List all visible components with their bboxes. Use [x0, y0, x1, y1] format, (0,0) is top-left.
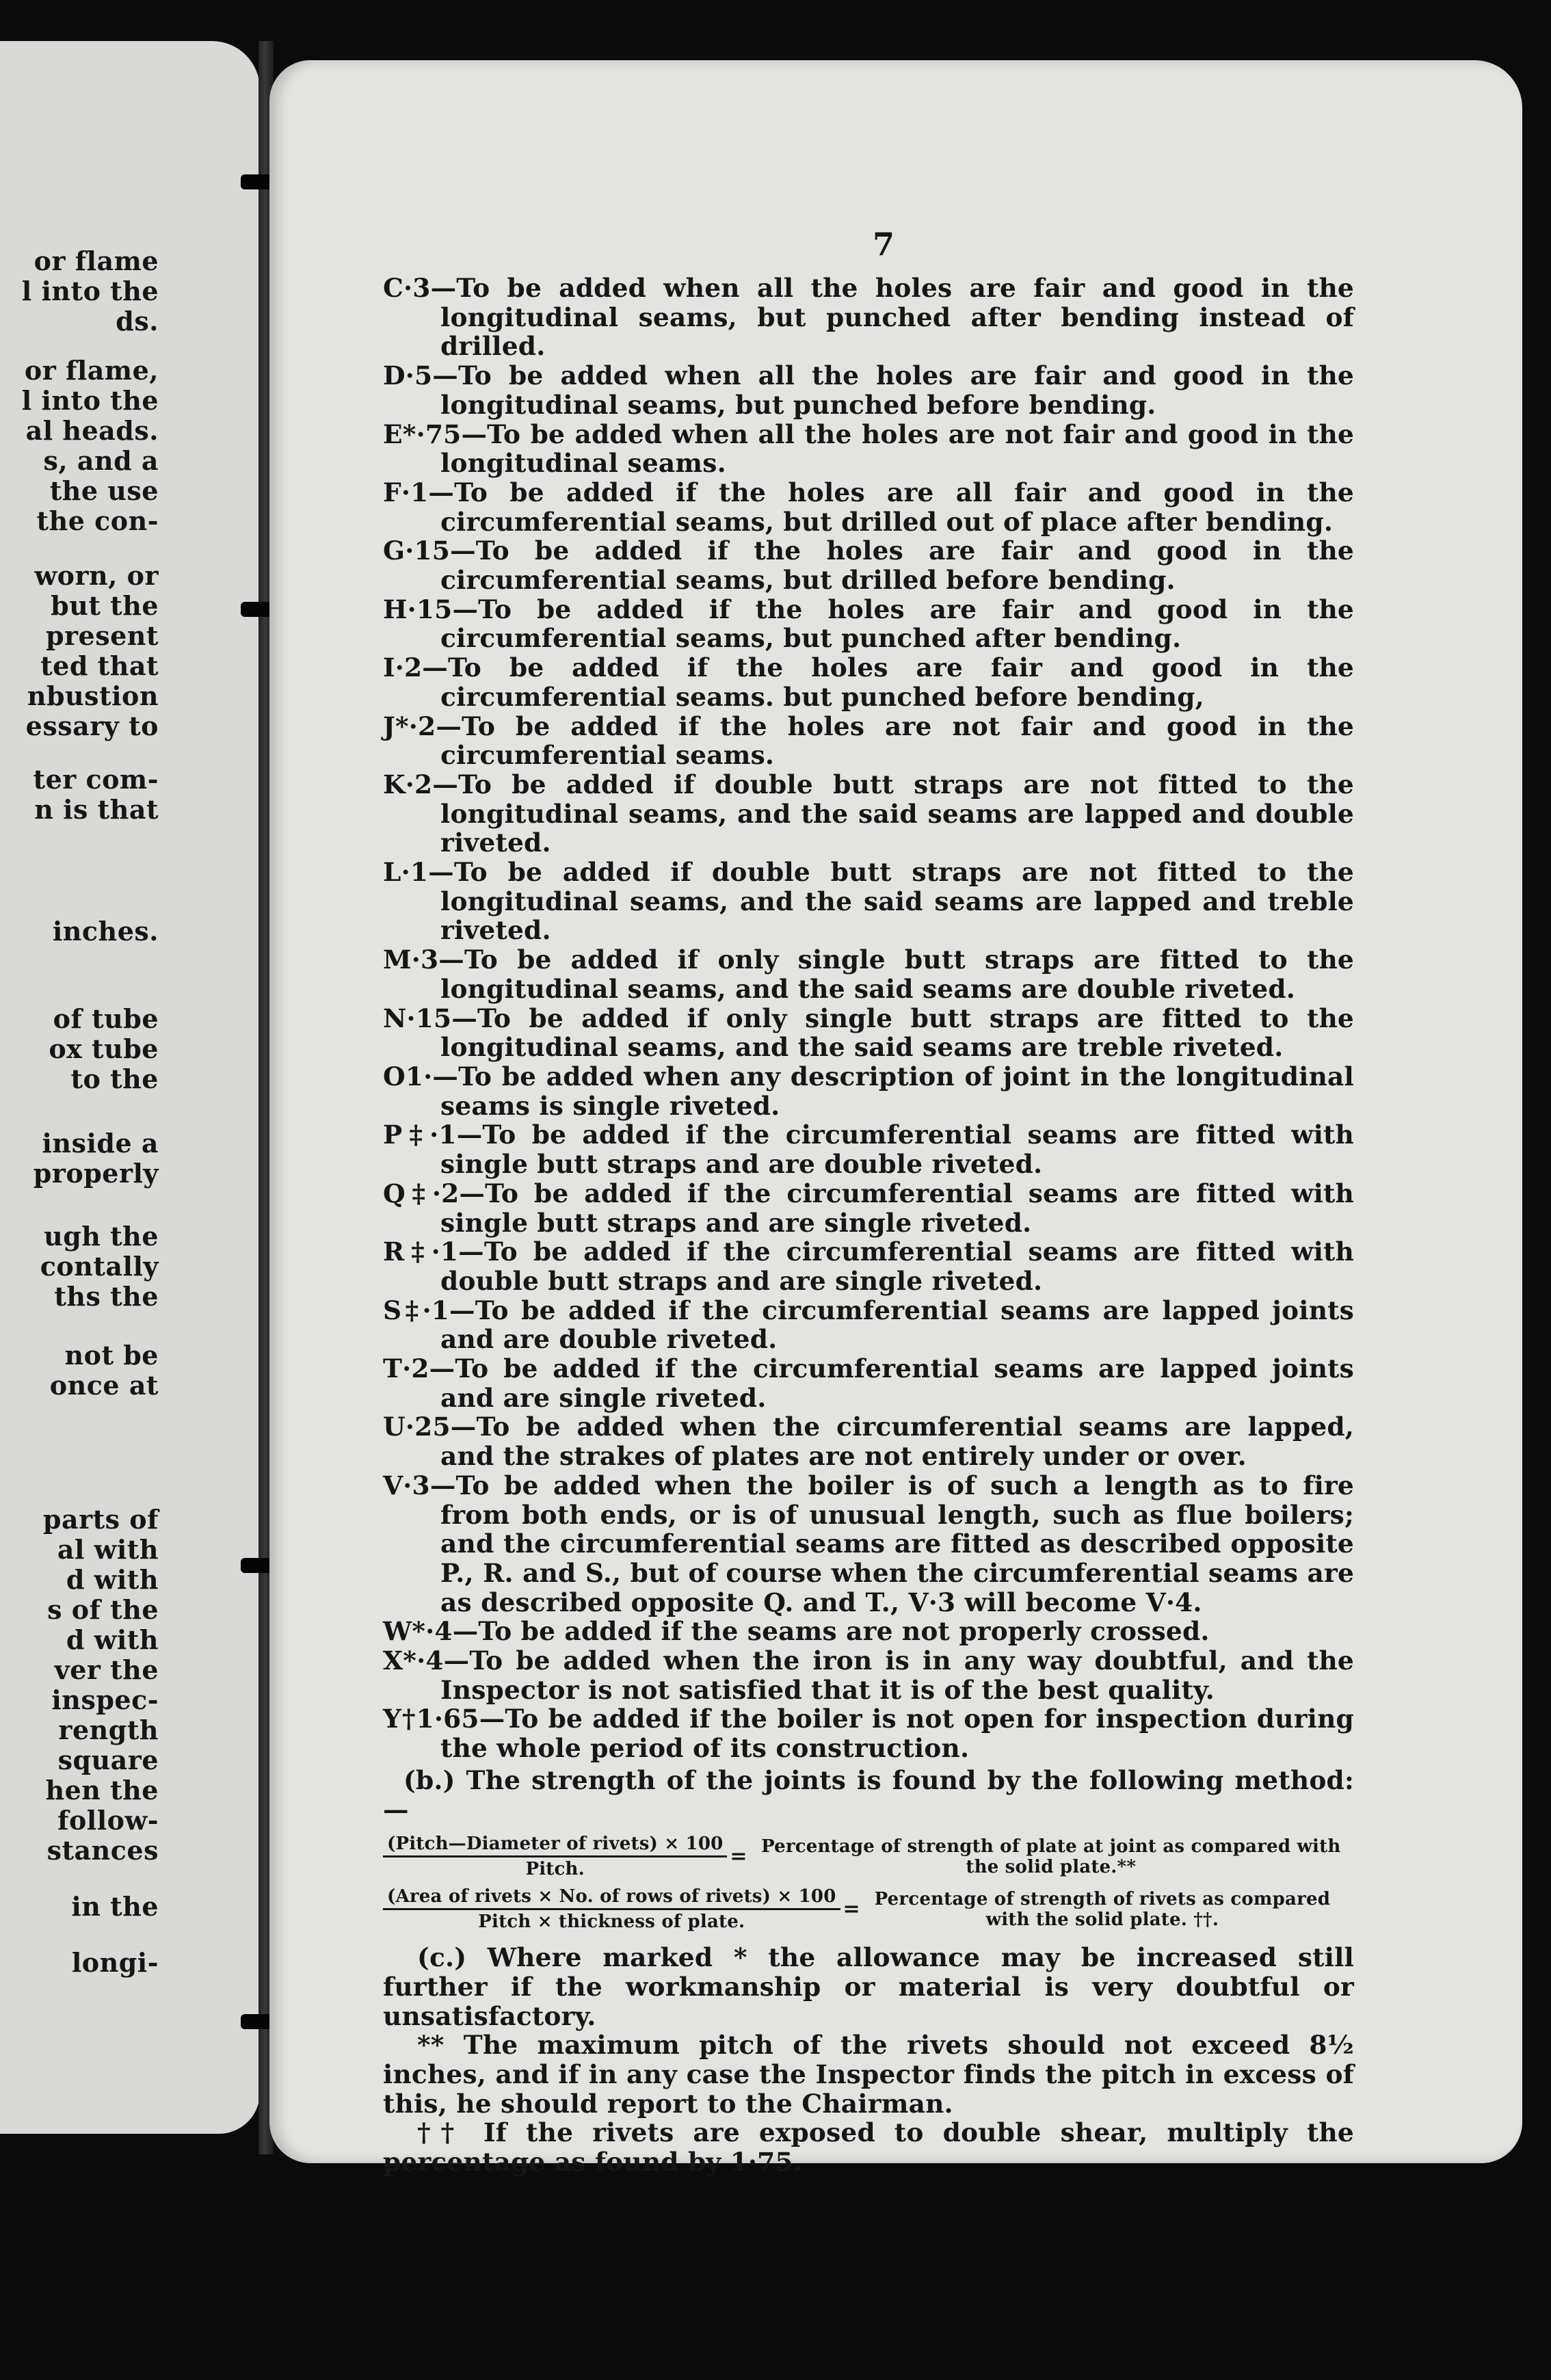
- facing-page-text-fragment: l into the: [21, 276, 159, 306]
- facing-page-text-fragment: inside a: [42, 1128, 159, 1159]
- page-number: 7: [873, 226, 895, 263]
- allowance-code: R‡·1: [383, 1237, 459, 1267]
- allowance-code: K·2: [383, 769, 433, 799]
- denominator: Pitch × thickness of plate.: [478, 1912, 745, 1933]
- allowance-text: —To be added if the circumferential seams are lapped joints and are double riveted.: [440, 1295, 1354, 1355]
- equals-sign: =: [843, 1896, 860, 1921]
- facing-page-text-fragment: parts of: [42, 1504, 159, 1535]
- facing-page-text-fragment: longi-: [71, 1947, 159, 1978]
- allowance-item: [383, 1471, 1354, 1617]
- allowance-item: [383, 653, 1354, 711]
- facing-page-text-fragment: essary to: [25, 711, 159, 741]
- facing-page-text-fragment: n is that: [34, 794, 159, 825]
- facing-page-text-fragment: ox tube: [49, 1033, 159, 1064]
- allowance-code: J*·2: [383, 711, 436, 741]
- facing-page-text-fragment: the con-: [36, 505, 159, 536]
- facing-page-text-fragment: l into the: [21, 385, 159, 416]
- allowance-text: —To be added if only single butt straps are fitted to the longitudinal seams, and the said seams are double riveted.: [438, 944, 1354, 1004]
- facing-page-text-fragment: ths the: [54, 1281, 159, 1312]
- allowance-text: —To be added if the circumferential seams are fitted with single butt straps and are single riveted.: [440, 1178, 1355, 1238]
- allowance-item: [383, 1179, 1354, 1237]
- allowance-item: [383, 536, 1354, 594]
- note-paragraph: †† If the rivets are exposed to double shear, multiply the percentage as found by 1·75.: [383, 2117, 1354, 2178]
- allowance-text: —To be added when the iron is in any way doubtful, and the Inspector is not satisfied that it is of the best quality.: [440, 1645, 1354, 1705]
- allowance-text: —To be added if the circumferential seams are fitted with double butt straps and are single riveted.: [440, 1237, 1354, 1296]
- facing-page-text-fragment: worn, or: [34, 560, 159, 591]
- allowance-item: [383, 858, 1354, 945]
- allowance-code: M·3: [383, 944, 439, 975]
- allowance-code: I·2: [383, 652, 423, 683]
- allowance-text: —To be added when all the holes are fair and good in the longitudinal seams, but punched after bending instead of drilled.: [430, 273, 1354, 362]
- allowance-code: N·15: [383, 1003, 452, 1033]
- allowance-item: [383, 1120, 1354, 1178]
- allowance-text: —To be added if the holes are all fair and good in the circumferential seams, but drilled out of place after bending.: [428, 477, 1354, 537]
- allowance-code: T·2: [383, 1353, 429, 1384]
- formula-result: Percentage of strength of plate at joint as compared with the solid plate.**: [761, 1836, 1341, 1877]
- allowance-code: S‡·1: [383, 1295, 450, 1325]
- allowance-item: [383, 595, 1354, 653]
- allowance-text: —To be added if the circumferential seams are fitted with single butt straps and are double riveted.: [440, 1120, 1355, 1180]
- facing-page-text-fragment: d with: [66, 1564, 159, 1595]
- allowance-code: V·3: [383, 1470, 430, 1500]
- allowance-code: F·1: [383, 477, 429, 507]
- facing-page-text-fragment: stances: [47, 1835, 159, 1866]
- allowance-code: X*·4: [383, 1645, 444, 1676]
- facing-page-text-fragment: contally: [40, 1251, 159, 1282]
- allowance-text: —To be added if the holes are fair and good in the circumferential seams. but punched before bending,: [422, 652, 1354, 712]
- facing-page-text-fragment: or flame: [34, 246, 159, 276]
- formula-plate-strength: [383, 1834, 1354, 1879]
- facing-page-text-fragment: s, and a: [43, 445, 159, 476]
- facing-page-text-fragment: square: [57, 1745, 159, 1775]
- allowance-item: [383, 1617, 1354, 1646]
- allowance-text: —To be added if only single butt straps are fitted to the longitudinal seams, and the said seams are treble riveted.: [440, 1003, 1354, 1063]
- facing-page-text-fragment: to the: [70, 1063, 159, 1094]
- facing-page-text-fragment: in the: [71, 1891, 159, 1922]
- facing-page-text-fragment: follow-: [57, 1805, 159, 1836]
- allowance-code: U·25: [383, 1412, 451, 1442]
- facing-page-text-fragment: hen the: [45, 1775, 159, 1806]
- facing-page-text-fragment: rength: [58, 1715, 159, 1745]
- allowance-item: [383, 274, 1354, 361]
- facing-page-text-fragment: inches.: [52, 916, 159, 947]
- allowance-text: —To be added when all the holes are fair and good in the longitudinal seams, but punched before bending.: [432, 360, 1354, 420]
- facing-page-text-fragment: of tube: [53, 1003, 159, 1034]
- allowance-code: Y†1·65: [383, 1704, 479, 1734]
- allowance-item: [383, 1062, 1354, 1120]
- allowance-item: [383, 420, 1354, 478]
- fraction: [383, 1886, 840, 1932]
- allowance-item: [383, 1412, 1354, 1470]
- denominator: Pitch.: [525, 1859, 585, 1880]
- facing-page-text-fragment: inspec-: [51, 1684, 159, 1715]
- allowance-item: [383, 1004, 1354, 1062]
- facing-page-text-fragment: but the: [51, 590, 159, 621]
- equals-sign: =: [730, 1844, 747, 1868]
- facing-page-text-fragment: ter com-: [33, 764, 159, 795]
- facing-page-text-fragment: the use: [49, 475, 159, 506]
- allowance-item: [383, 712, 1354, 770]
- allowance-code: O1·: [383, 1061, 433, 1092]
- page-content: [383, 274, 1354, 2177]
- formula-rivet-strength: [383, 1886, 1354, 1932]
- facing-page-text-fragment: ds.: [116, 306, 159, 336]
- allowance-text: —To be added if double butt straps are not fitted to the longitudinal seams, and the said seams are lapped and double riveted.: [432, 769, 1354, 858]
- formula-result: Percentage of strength of rivets as compared with the solid plate. ††.: [874, 1888, 1331, 1930]
- allowance-text: —To be added when the boiler is of such a length as to fire from both ends, or is of unusual length, such as flue boilers; and the circumferential seams are fitted as described opposite P., R. and S., but of course when the circumferential seams are as described opposite Q. and T., V·3 will become V·4.: [429, 1470, 1354, 1617]
- facing-page-text-fragment: or flame,: [24, 355, 159, 386]
- allowance-text: —To be added when all the holes are not fair and good in the longitudinal seams.: [440, 419, 1354, 479]
- numerator: (Area of rivets × No. of rows of rivets) × 100: [383, 1886, 840, 1910]
- allowance-code: H·15: [383, 594, 453, 624]
- facing-page-text-fragment: ted that: [40, 650, 159, 681]
- allowance-item: [383, 1704, 1354, 1762]
- facing-page-text-fragment: ver the: [54, 1654, 159, 1685]
- facing-page-text-fragment: s of the: [47, 1594, 159, 1625]
- allowance-code: G·15: [383, 536, 451, 566]
- allowance-item: [383, 1237, 1354, 1295]
- notes: [383, 1943, 1354, 2177]
- facing-page-text-fragment: not be: [64, 1340, 159, 1371]
- facing-page-text-fragment: once at: [49, 1370, 159, 1401]
- facing-page-text-fragment: al with: [57, 1534, 159, 1565]
- note-paragraph: ** The maximum pitch of the rivets should not exceed 8½ inches, and if in any case the Inspector finds the pitch in excess of this, he should report to the Chairman.: [383, 2030, 1354, 2119]
- allowance-text: —To be added if the holes are fair and good in the circumferential seams, but drilled before bending.: [440, 536, 1354, 596]
- allowance-item: [383, 1354, 1354, 1412]
- allowance-code: L·1: [383, 857, 429, 888]
- allowance-text: —To be added if the boiler is not open for inspection during the whole period of its construction.: [440, 1704, 1354, 1764]
- numerator: (Pitch—Diameter of rivets) × 100: [383, 1834, 727, 1857]
- allowance-code: C·3: [383, 273, 431, 303]
- allowance-text: —To be added when the circumferential seams are lapped, and the strakes of plates are not entirely under or over.: [440, 1412, 1354, 1472]
- allowance-item: [383, 478, 1354, 536]
- allowance-item: [383, 770, 1354, 858]
- facing-page-text-fragment: ugh the: [44, 1221, 159, 1252]
- allowance-item: [383, 945, 1354, 1003]
- allowance-code: P‡·1: [383, 1120, 457, 1150]
- facing-page-text-fragment: al heads.: [25, 415, 159, 446]
- allowance-code: E*·75: [383, 419, 462, 449]
- allowance-code: D·5: [383, 360, 433, 391]
- fraction: [383, 1834, 727, 1879]
- allowance-text: —To be added if the holes are fair and good in the circumferential seams, but punched after bending.: [440, 594, 1354, 654]
- allowance-item: [383, 361, 1354, 419]
- allowance-text: —To be added if the holes are not fair and good in the circumferential seams.: [436, 711, 1354, 771]
- facing-page-text-fragment: present: [45, 620, 159, 651]
- allowance-text: —To be added when any description of joint in the longitudinal seams is single riveted.: [432, 1061, 1354, 1121]
- facing-page-text-fragment: nbustion: [27, 680, 159, 711]
- method-intro: (b.) The strength of the joints is found by the following method:—: [383, 1764, 1354, 1825]
- allowance-code: Q‡·2: [383, 1178, 460, 1208]
- allowance-text: —To be added if the seams are not properly crossed.: [452, 1616, 1210, 1647]
- facing-page-text-fragment: properly: [33, 1158, 159, 1189]
- facing-page-left: [0, 41, 260, 2134]
- allowance-item: [383, 1646, 1354, 1704]
- allowance-list: [383, 274, 1354, 1763]
- allowance-text: —To be added if double butt straps are not fitted to the longitudinal seams, and the said seams are lapped and treble riveted.: [428, 857, 1354, 946]
- allowance-item: [383, 1296, 1354, 1354]
- facing-page-text-fragment: d with: [66, 1624, 159, 1655]
- allowance-code: W*·4: [383, 1616, 453, 1647]
- allowance-text: —To be added if the circumferential seams are lapped joints and are single riveted.: [429, 1353, 1354, 1413]
- note-paragraph: (c.) Where marked * the allowance may be increased still further if the workmanship or material is very doubtful or unsatisfactory.: [383, 1942, 1354, 2031]
